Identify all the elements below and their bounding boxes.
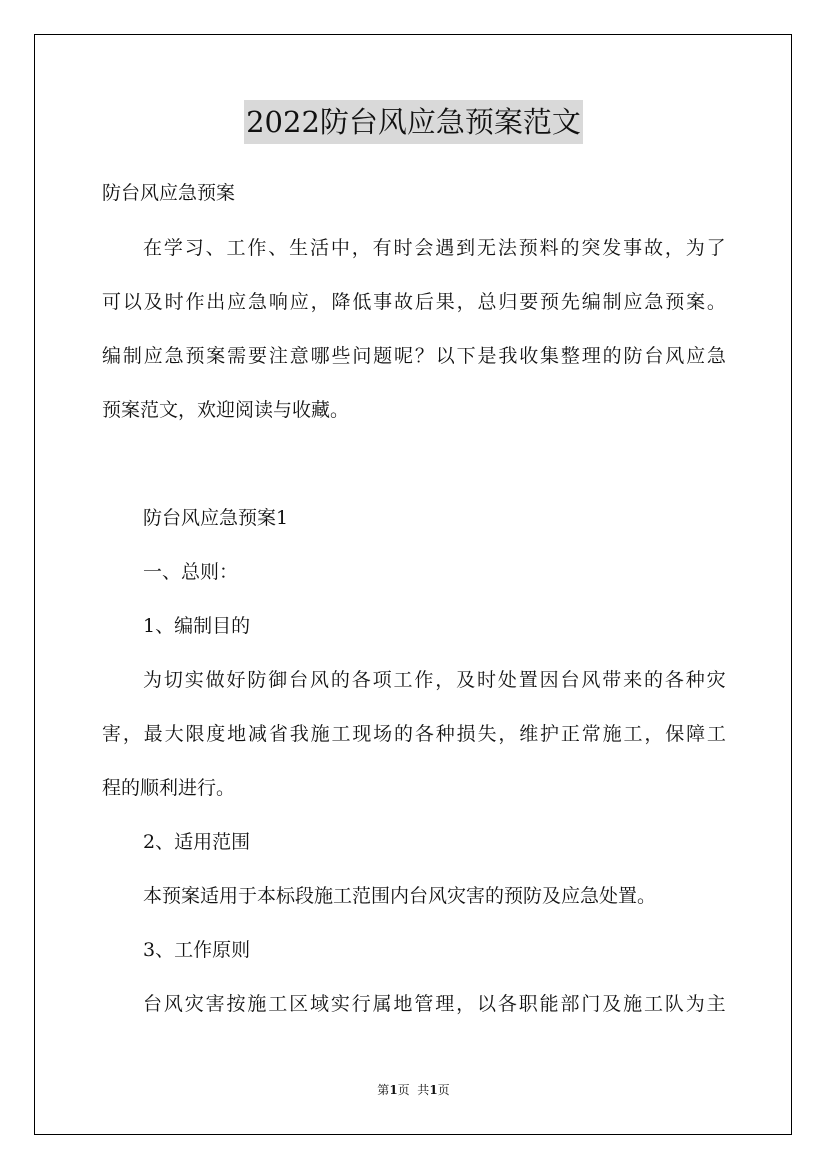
text-char: 防 [623, 345, 643, 367]
text-char: ， [310, 291, 330, 313]
text-char: 失 [477, 723, 497, 745]
text-char: 、 [268, 237, 288, 259]
text-char: 风 [163, 993, 183, 1015]
text-char: 出 [206, 291, 226, 313]
text-char: 常 [581, 723, 601, 745]
text-char: 事 [623, 237, 643, 259]
text-char: 工 [393, 669, 413, 691]
text-char: 施 [247, 993, 267, 1015]
text-char: 现 [352, 723, 372, 745]
text-char: 处 [497, 669, 517, 691]
text-char: 御 [268, 669, 288, 691]
purpose-line-1 [143, 668, 726, 692]
text-char: 时 [164, 291, 184, 313]
intro-line-3 [102, 344, 726, 368]
text-char: 省 [268, 723, 288, 745]
text-char: 意 [289, 345, 309, 367]
text-char: 先 [560, 291, 580, 313]
text-char: 台 [289, 669, 309, 691]
text-char: 为 [685, 237, 705, 259]
text-char: 风 [310, 669, 330, 691]
text-char: ， [122, 723, 142, 745]
text-char: ， [351, 237, 371, 259]
text-char: 些 [331, 345, 351, 367]
text-char: 应 [143, 345, 163, 367]
text-char: 收 [519, 345, 539, 367]
text-char: 的 [644, 669, 664, 691]
text-char: 预 [185, 345, 205, 367]
text-char: 的 [330, 669, 350, 691]
text-char: 工 [226, 237, 246, 259]
text-char: 区 [289, 993, 309, 1015]
text-char: 编 [102, 345, 122, 367]
text-char: 降 [331, 291, 351, 313]
text-char: 台 [143, 993, 163, 1015]
footer-page-suffix: 页 [437, 1083, 450, 1097]
text-char: 、 [205, 237, 225, 259]
text-char: 案 [206, 345, 226, 367]
text-char: 台 [644, 345, 664, 367]
text-char: 门 [581, 993, 601, 1015]
text-char: 集 [540, 345, 560, 367]
text-char: 护 [540, 723, 560, 745]
text-char: 有 [372, 237, 392, 259]
text-char: 维 [519, 723, 539, 745]
text-char: 急 [248, 291, 268, 313]
document-title: 2022防台风应急预案范文 [244, 100, 583, 144]
text-char: 急 [164, 345, 184, 367]
text-char: 工 [623, 723, 643, 745]
text-char: 制 [122, 345, 142, 367]
text-char: 灾 [706, 669, 726, 691]
text-char: 理 [435, 993, 455, 1015]
text-char: 工 [644, 993, 664, 1015]
text-char: 障 [686, 723, 706, 745]
text-char: 实 [184, 669, 204, 691]
text-char: ， [456, 291, 476, 313]
text-char: 切 [163, 669, 183, 691]
text-char: 工 [331, 723, 351, 745]
text-char: 活 [310, 237, 330, 259]
text-char: 来 [623, 669, 643, 691]
text-char: ， [435, 669, 455, 691]
text-char: 事 [373, 291, 393, 313]
text-char: 注 [268, 345, 288, 367]
text-char: 下 [456, 345, 476, 367]
text-char: 及 [456, 669, 476, 691]
text-char: 及 [143, 291, 163, 313]
text-char: 应 [686, 345, 706, 367]
text-char: 做 [205, 669, 225, 691]
text-char: 遇 [435, 237, 455, 259]
text-char: 我 [289, 723, 309, 745]
footer-page-prefix: 第 [377, 1083, 390, 1097]
text-char: 故 [644, 237, 664, 259]
text-char: 了 [706, 237, 726, 259]
text-char: 为 [143, 669, 163, 691]
footer-page-mid: 页 共 [397, 1083, 430, 1097]
text-char: 风 [665, 345, 685, 367]
text-char: 在 [143, 237, 163, 259]
text-char: 置 [518, 669, 538, 691]
text-char: 地 [227, 723, 247, 745]
text-char: 需 [227, 345, 247, 367]
text-char: 问 [352, 345, 372, 367]
text-char: 发 [602, 237, 622, 259]
text-char: 果 [435, 291, 455, 313]
text-char: 种 [435, 723, 455, 745]
text-char: 场 [373, 723, 393, 745]
text-char: 保 [665, 723, 685, 745]
text-char: 正 [560, 723, 580, 745]
text-char: 时 [477, 669, 497, 691]
text-char: 台 [560, 669, 580, 691]
text-char: 低 [352, 291, 372, 313]
text-char: 以 [477, 993, 497, 1015]
text-char: 生 [289, 237, 309, 259]
text-char: 减 [248, 723, 268, 745]
text-char: 哪 [310, 345, 330, 367]
text-char: 为 [685, 993, 705, 1015]
text-char: 总 [477, 291, 497, 313]
text-char: 后 [414, 291, 434, 313]
item1-title: 1、编制目的 [143, 615, 251, 637]
text-char: 中 [330, 237, 350, 259]
text-char: 属 [372, 993, 392, 1015]
text-char: 应 [623, 291, 643, 313]
text-char: 急 [706, 345, 726, 367]
intro-line-1 [143, 236, 726, 260]
text-char: 是 [477, 345, 497, 367]
intro-line-4: 预案范文，欢迎阅读与收藏。 [102, 399, 350, 421]
text-char: 害 [102, 723, 122, 745]
text-char: 无 [477, 237, 497, 259]
text-char: 归 [498, 291, 518, 313]
text-char: 我 [498, 345, 518, 367]
text-char: 制 [602, 291, 622, 313]
text-char: 习 [184, 237, 204, 259]
text-char: 的 [560, 237, 580, 259]
text-char: 。 [706, 291, 726, 313]
text-char: 害 [205, 993, 225, 1015]
text-char: 法 [497, 237, 517, 259]
purpose-line-3: 程的顺利进行。 [102, 777, 236, 799]
text-char: 会 [414, 237, 434, 259]
page-footer [0, 1082, 827, 1098]
text-char: 域 [310, 993, 330, 1015]
text-char: 各 [664, 669, 684, 691]
text-char: 施 [602, 723, 622, 745]
text-char: 的 [394, 723, 414, 745]
text-char: 时 [393, 237, 413, 259]
text-char: 要 [519, 291, 539, 313]
text-char: 作 [247, 237, 267, 259]
text-char: 最 [143, 723, 163, 745]
footer-page-number: 1 [389, 1083, 398, 1097]
item2-title: 2、适用范围 [143, 831, 251, 853]
text-char: 题 [373, 345, 393, 367]
text-char: 工 [268, 993, 288, 1015]
text-char: ， [664, 237, 684, 259]
item3-title: 3、工作原则 [143, 939, 251, 961]
text-char: 案 [686, 291, 706, 313]
text-char: 施 [310, 723, 330, 745]
text-char: 风 [581, 669, 601, 691]
text-char: ， [644, 723, 664, 745]
text-char: 料 [539, 237, 559, 259]
text-char: 部 [560, 993, 580, 1015]
text-char: 管 [414, 993, 434, 1015]
intro-line-2 [102, 290, 726, 314]
text-char: 职 [518, 993, 538, 1015]
text-char: 突 [581, 237, 601, 259]
title-container [0, 100, 827, 144]
heading-general: 一、总则： [143, 561, 239, 583]
text-char: 故 [394, 291, 414, 313]
text-char: 理 [581, 345, 601, 367]
text-char: 的 [602, 345, 622, 367]
text-char: 编 [581, 291, 601, 313]
text-char: 预 [518, 237, 538, 259]
text-char: 响 [268, 291, 288, 313]
text-char: 工 [706, 723, 726, 745]
text-char: 实 [330, 993, 350, 1015]
text-char: 要 [248, 345, 268, 367]
text-char: 整 [560, 345, 580, 367]
text-char: 好 [226, 669, 246, 691]
text-char: 及 [602, 993, 622, 1015]
text-char: 作 [414, 669, 434, 691]
purpose-line-2 [102, 722, 726, 746]
text-char: 地 [393, 993, 413, 1015]
text-char: 行 [351, 993, 371, 1015]
text-char: 队 [664, 993, 684, 1015]
text-char: 施 [623, 993, 643, 1015]
section-title: 防台风应急预案1 [143, 507, 289, 529]
text-char: 到 [456, 237, 476, 259]
text-char: 呢 [394, 345, 414, 367]
text-char: 学 [163, 237, 183, 259]
text-char: ， [456, 993, 476, 1015]
text-char: 度 [206, 723, 226, 745]
scope-line: 本预案适用于本标段施工范围内台风灾害的预防及应急处置。 [143, 885, 657, 907]
text-char: 按 [226, 993, 246, 1015]
text-char: 预 [540, 291, 560, 313]
text-char: 损 [456, 723, 476, 745]
principle-line [143, 992, 726, 1016]
text-char: 主 [706, 993, 726, 1015]
text-char: 作 [185, 291, 205, 313]
text-char: 应 [289, 291, 309, 313]
text-char: 能 [539, 993, 559, 1015]
text-char: 带 [602, 669, 622, 691]
text-char: 限 [185, 723, 205, 745]
text-char: 各 [414, 723, 434, 745]
text-char: 应 [227, 291, 247, 313]
text-char: 各 [497, 993, 517, 1015]
text-char: 项 [372, 669, 392, 691]
document-subtitle: 防台风应急预案 [102, 182, 236, 204]
text-char: 以 [122, 291, 142, 313]
text-char: 各 [351, 669, 371, 691]
text-char: ， [498, 723, 518, 745]
text-char: 因 [539, 669, 559, 691]
text-char: ？ [414, 345, 434, 367]
text-char: 急 [644, 291, 664, 313]
text-char: 灾 [184, 993, 204, 1015]
text-char: 大 [164, 723, 184, 745]
text-char: 防 [247, 669, 267, 691]
text-char: 以 [435, 345, 455, 367]
footer-page-total: 1 [429, 1083, 438, 1097]
text-char: 可 [102, 291, 122, 313]
text-char: 预 [665, 291, 685, 313]
text-char: 种 [685, 669, 705, 691]
